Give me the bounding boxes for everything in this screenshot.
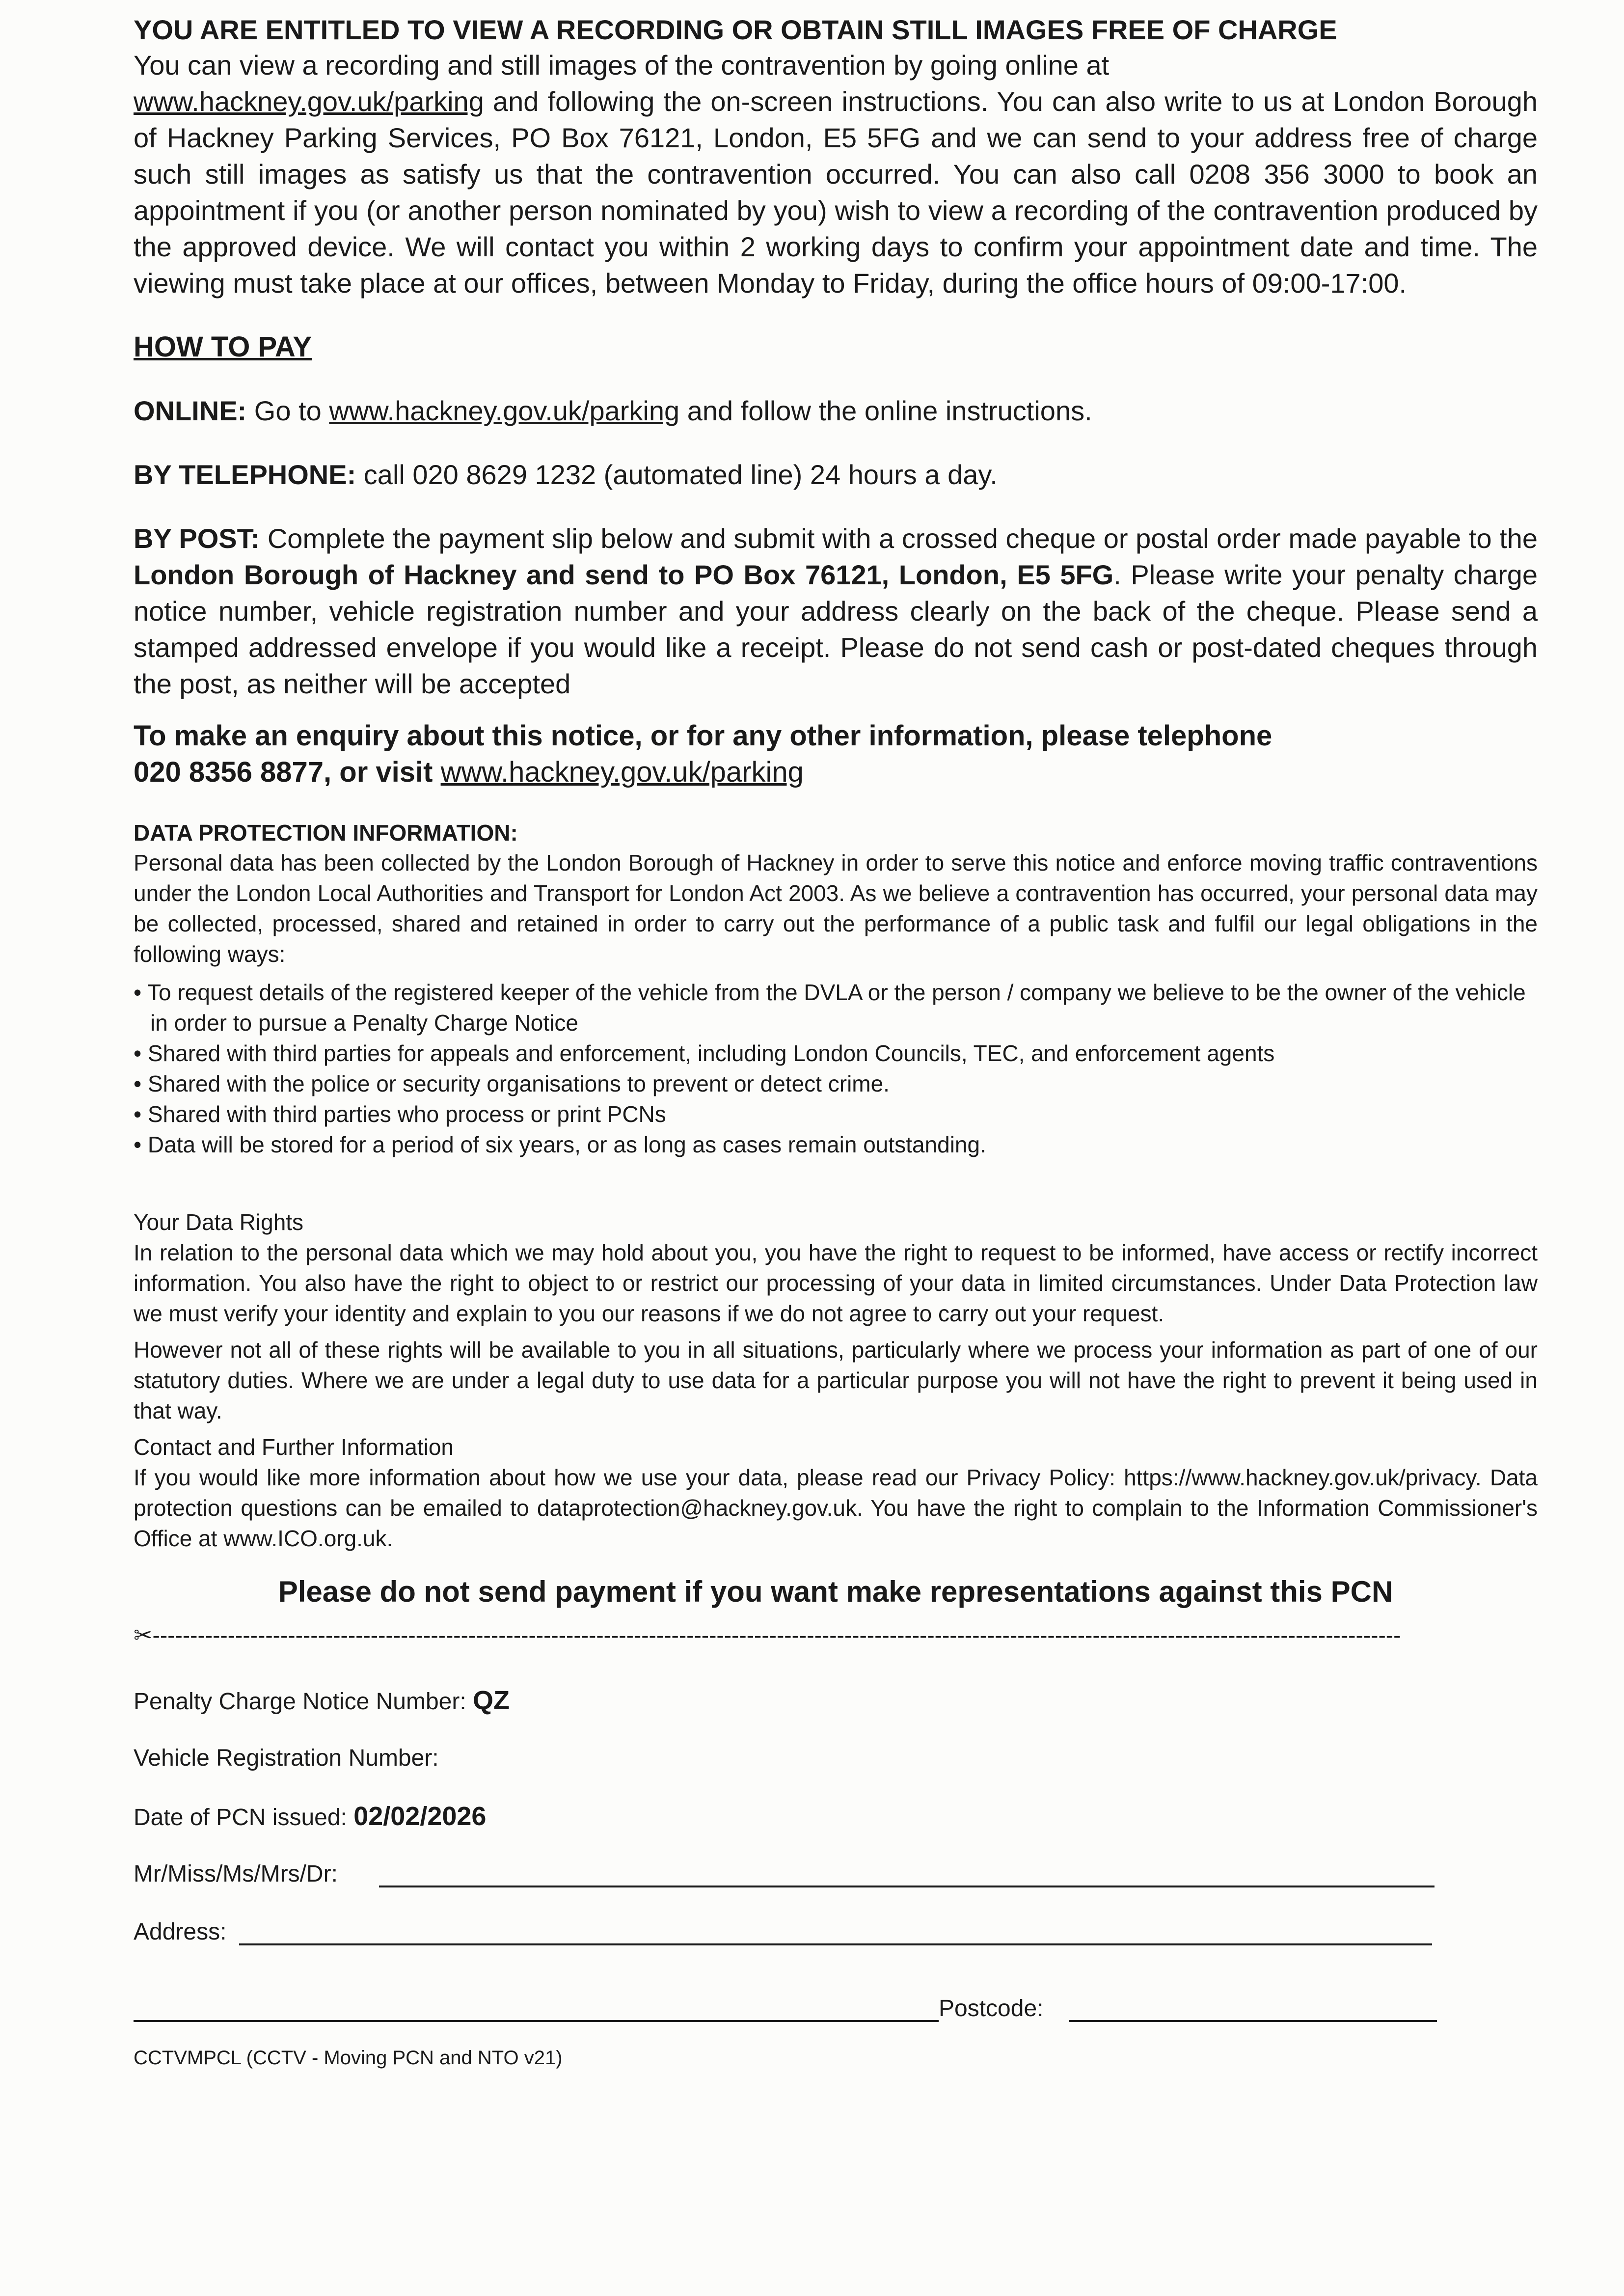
data-rights-text: In relation to the personal data which we may hold about you, you have the right to request to be informed, have access or rectify incorrect information. You also have the right to object to or restrict our processing of your data in limited circumstances. Under Data Protection law we must verify your identity and explain to you our reasons if we do not agree to carry out your request. (134, 1240, 1538, 1326)
enquiry-line-1: To make an enquiry about this notice, or for any other information, please telephone (134, 720, 1272, 752)
phone-label: BY TELEPHONE: (134, 459, 356, 490)
recording-paragraph (134, 47, 1538, 301)
online-text-1: Go to (246, 395, 329, 426)
how-to-pay-title: HOW TO PAY (134, 331, 312, 363)
data-protection-title: DATA PROTECTION INFORMATION: (134, 820, 518, 846)
payment-notice: Please do not send payment if you want make representations against this PCN (278, 1575, 1393, 1608)
online-label: ONLINE: (134, 395, 247, 426)
data-rights-text-2: However not all of these rights will be available to you in all situations, particularly where we process your information as part of one of our statutory duties. Where we are under a legal duty to use data for a particular purpose you will not have the right to prevent it being used in that way. (134, 1337, 1538, 1423)
pay-online (134, 393, 1538, 429)
address-label: Address: (134, 1919, 227, 1945)
dashed-line: ---------------------------------------------------------------------------------------------------------------------------------------------------------------------- (152, 1622, 1401, 1648)
postcode-label: Postcode: (939, 1995, 1044, 2022)
phone-text: call 020 8629 1232 (automated line) 24 hours a day. (356, 459, 998, 490)
data-protection-intro: Personal data has been collected by the London Borough of Hackney in order to serve this notice and enforce moving traffic contraventions under the London Local Authorities and Transport for London Act 2003. As we believe a contravention has occurred, your personal data may be collected, processed, shared and retained in order to carry out the performance of a public task and fulfil our legal obligations in the following ways: (134, 850, 1538, 967)
postcode-field[interactable] (1069, 2020, 1437, 2022)
contact-title: Contact and Further Information (134, 1434, 454, 1460)
pcn-document (134, 13, 1538, 2071)
name-label: Mr/Miss/Ms/Mrs/Dr: (134, 1861, 338, 1887)
list-item: • Shared with third parties for appeals and enforcement, including London Councils, TEC, and enforcement agents (134, 1040, 1275, 1066)
pcn-number-label: Penalty Charge Notice Number: (134, 1689, 466, 1715)
enquiry-link[interactable]: www.hackney.gov.uk/parking (440, 756, 804, 788)
list-item: • Shared with the police or security organisations to prevent or detect crime. (134, 1071, 890, 1096)
recording-text-2: and following the on-screen instructions. You can also write to us at London Borough of Hackney Parking Services, PO Box 76121, London, E5 5FG and we can send to your address free of charge such still images as satisfy us that the contravention occurred. You can also call 0208 356 3000 to book an appointment if you (or another person nominated by you) wish to view a recording of the contravention produced by the approved device. We will contact you within 2 working days to confirm your appointment date and time. The viewing must take place at our offices, between Monday to Friday, during the office hours of 09:00-17:00. (134, 86, 1538, 299)
scissors-icon: ✂ (134, 1622, 153, 1648)
form-reference: CCTVMPCL (CCTV - Moving PCN and NTO v21) (134, 2047, 563, 2069)
post-label: BY POST: (134, 523, 260, 554)
vrn-row (134, 1742, 1538, 1775)
date-label: Date of PCN issued: (134, 1804, 347, 1831)
list-item: • To request details of the registered keeper of the vehicle from the DVLA or the person / company we believe to be the owner of the vehicle in order to pursue a Penalty Charge Notice (134, 980, 1526, 1036)
address-field[interactable] (239, 1943, 1432, 1945)
enquiry-line-2: 020 8356 8877, or visit (134, 756, 441, 788)
contact-text: If you would like more information about how we use your data, please read our Privacy Policy: https://www.hackney.gov.uk/privacy. Data protection questions can be emailed to dataprotection@hackney.gov.uk. You have the right to complain to the Information Commissioner's Office at www.ICO.org.uk. (134, 1465, 1538, 1551)
pcn-number-value: QZ (473, 1686, 510, 1715)
list-item: • Shared with third parties who process or print PCNs (134, 1101, 666, 1127)
online-link[interactable]: www.hackney.gov.uk/parking (329, 395, 680, 426)
post-bold-address: London Borough of Hackney and send to PO Box 76121, London, E5 5FG (134, 559, 1114, 590)
post-text-1: Complete the payment slip below and submit with a crossed cheque or postal order made payable to the (260, 523, 1538, 554)
date-row (134, 1800, 1538, 1832)
address-row (134, 1916, 1538, 1948)
cut-line (134, 1620, 1557, 1650)
list-item: • Data will be stored for a period of six years, or as long as cases remain outstanding. (134, 1132, 986, 1157)
data-rights-title: Your Data Rights (134, 1209, 304, 1235)
pcn-number-row (134, 1684, 1538, 1717)
recording-link[interactable]: www.hackney.gov.uk/parking (134, 86, 484, 117)
name-field[interactable] (379, 1886, 1435, 1887)
pay-post (134, 520, 1538, 702)
address-field-line-2[interactable] (134, 2020, 939, 2022)
date-value: 02/02/2026 (353, 1802, 487, 1831)
post-text-2: . Please write your penalty charge notice number, vehicle registration number and your address clearly on the back of the cheque. Please send a stamped addressed envelope if you would like a receipt. Please do not send cash or post-dated cheques through the post, as neither will be accepted (134, 559, 1538, 699)
enquiry-block (134, 718, 1538, 791)
postcode-row (134, 1993, 1538, 2025)
name-row (134, 1858, 1538, 1890)
vrn-label: Vehicle Registration Number: (134, 1745, 439, 1771)
recording-heading: YOU ARE ENTITLED TO VIEW A RECORDING OR OBTAIN STILL IMAGES FREE OF CHARGE (134, 14, 1337, 45)
data-use-list (134, 977, 1538, 1160)
pay-telephone (134, 457, 1538, 493)
online-text-2: and follow the online instructions. (679, 395, 1092, 426)
recording-text-1: You can view a recording and still images of the contravention by going online at (134, 50, 1110, 81)
